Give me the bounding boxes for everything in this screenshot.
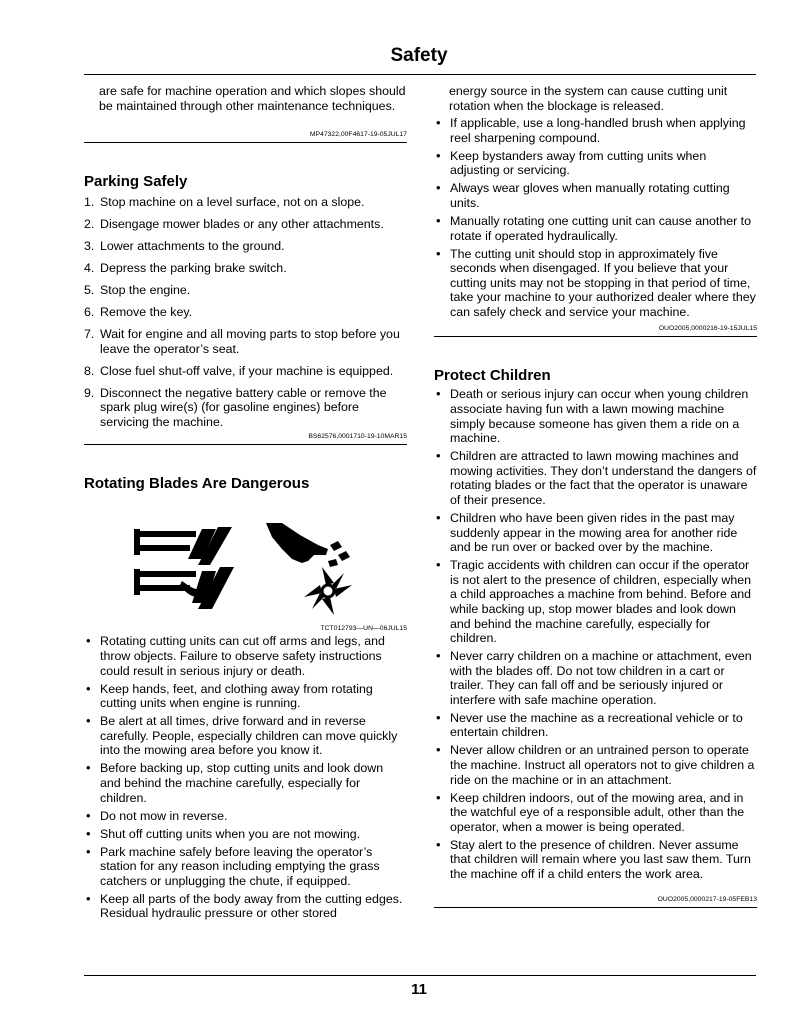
- list-item: 6. Remove the key.: [84, 305, 193, 320]
- list-item: • Stay alert to the presence of children. Never assume that children will remain where you last saw them. Turn the machine off if a child enters the work area.: [434, 838, 757, 882]
- list-item: 4. Depress the parking brake switch.: [84, 261, 287, 276]
- list-item: • Always wear gloves when manually rotating cutting units.: [434, 181, 757, 210]
- figure-reference-code: TCT012793—UN—06JUL15: [320, 625, 407, 633]
- list-item: • Children are attracted to lawn mowing machines and mowing activities. They don’t understand the dangers of rotating blades or the fact that the operator is unaware of their presence.: [434, 449, 757, 507]
- continued-text: are safe for machine operation and which slopes should be maintained through other maintenance techniques.: [99, 84, 406, 113]
- list-item: • If applicable, use a long-handled brush when applying reel sharpening compound.: [434, 116, 757, 145]
- list-item: • Shut off cutting units when you are not mowing.: [84, 827, 407, 842]
- list-item: • Keep bystanders away from cutting units when adjusting or servicing.: [434, 149, 757, 178]
- reference-code: OUO2005,0000216-19-15JUL15: [434, 325, 757, 337]
- header-rule: [84, 74, 756, 75]
- list-item: • Keep all parts of the body away from the cutting edges. Residual hydraulic pressure or other stored: [84, 892, 407, 921]
- list-item: • Never carry children on a machine or attachment, even with the blades off. Do not tow children in a cart or trailer. They can fall off and be seriously injured or interfere with safe machine operation.: [434, 649, 757, 707]
- list-item: 1. Stop machine on a level surface, not on a slope.: [84, 195, 365, 210]
- list-item: • Keep children indoors, out of the mowing area, and in the watchful eye of a responsible adult, other than the operator, when a mower is being operated.: [434, 791, 757, 835]
- list-item: 2. Disengage mower blades or any other attachments.: [84, 217, 384, 232]
- section-heading-parking-safely: Parking Safely: [84, 173, 188, 191]
- left-column: [84, 84, 407, 924]
- reference-code: OUO2005,0000217-19-05FEB13: [434, 896, 757, 908]
- blade-safety-bullets: [434, 116, 757, 319]
- section-heading-rotating-blades: Rotating Blades Are Dangerous: [84, 475, 310, 493]
- list-item: 8. Close fuel shut-off valve, if your machine is equipped.: [84, 363, 394, 378]
- list-item: 5. Stop the engine.: [84, 283, 191, 298]
- list-item: • Death or serious injury can occur when young children associate having fun with a lawn mowing machine simply because someone has given them a ride on a machine.: [434, 387, 757, 445]
- page-number: 11: [411, 981, 427, 998]
- rotating-blades-bullets: [84, 634, 407, 920]
- right-column: [434, 84, 757, 908]
- parking-steps-list: [84, 195, 407, 429]
- list-item: • Children who have been given rides in the past may suddenly appear in the mowing area for another ride and be run over or backed over by the machine.: [434, 511, 757, 555]
- rotating-blade-warning-icon: [132, 515, 352, 623]
- list-item: • Do not mow in reverse.: [84, 809, 407, 824]
- list-item: 7. Wait for engine and all moving parts to stop before you leave the operator’s seat.: [84, 327, 400, 356]
- list-item: 3. Lower attachments to the ground.: [84, 239, 285, 254]
- list-item: • Never use the machine as a recreational vehicle or to entertain children.: [434, 711, 757, 740]
- list-item: • Manually rotating one cutting unit can cause another to rotate if operated hydraulically.: [434, 214, 757, 243]
- list-item: • Be alert at all times, drive forward and in reverse carefully. People, especially children can move quickly into the mowing area before you know it.: [84, 714, 407, 758]
- list-item: • Park machine safely before leaving the operator’s station for any reason including emptying the grass catchers or unplugging the chute, if equipped.: [84, 845, 407, 889]
- continued-text: energy source in the system can cause cutting unit rotation when the blockage is released.: [449, 84, 728, 113]
- list-item: • Before backing up, stop cutting units and look down and behind the machine carefully, especially for children.: [84, 761, 407, 805]
- list-item: • Rotating cutting units can cut off arms and legs, and throw objects. Failure to observe safety instructions could result in serious injury or death.: [84, 634, 407, 678]
- list-item: • Keep hands, feet, and clothing away from rotating cutting units when engine is running.: [84, 682, 407, 711]
- list-item: • The cutting unit should stop in approximately five seconds when disengaged. If you believe that your cutting units may not be stopping in that period of time, take your machine to your authorized dealer where they can safely check and service your machine.: [434, 247, 757, 320]
- reference-code: MP47322,00F4617-19-05JUL17: [84, 131, 407, 143]
- list-item: 9. Disconnect the negative battery cable or remove the spark plug wire(s) (for gasoline engines) before servicing the machine.: [84, 385, 387, 429]
- section-heading-protect-children: Protect Children: [434, 367, 551, 385]
- list-item: • Never allow children or an untrained person to operate the machine. Instruct all operators not to give children a ride on the machine or in an attachment.: [434, 743, 757, 787]
- reference-code: BS62576,0001710-19-10MAR15: [84, 433, 407, 445]
- page-title: Safety: [390, 45, 448, 66]
- warning-pictogram: [84, 515, 407, 625]
- list-item: • Tragic accidents with children can occur if the operator is not alert to the presence of children, especially when a child approaches a machine from behind. Before and while backing up, stop mower blades and look down and behind the machine carefully, especially for children.: [434, 558, 757, 646]
- protect-children-bullets: [434, 387, 757, 881]
- footer-rule: [84, 975, 756, 976]
